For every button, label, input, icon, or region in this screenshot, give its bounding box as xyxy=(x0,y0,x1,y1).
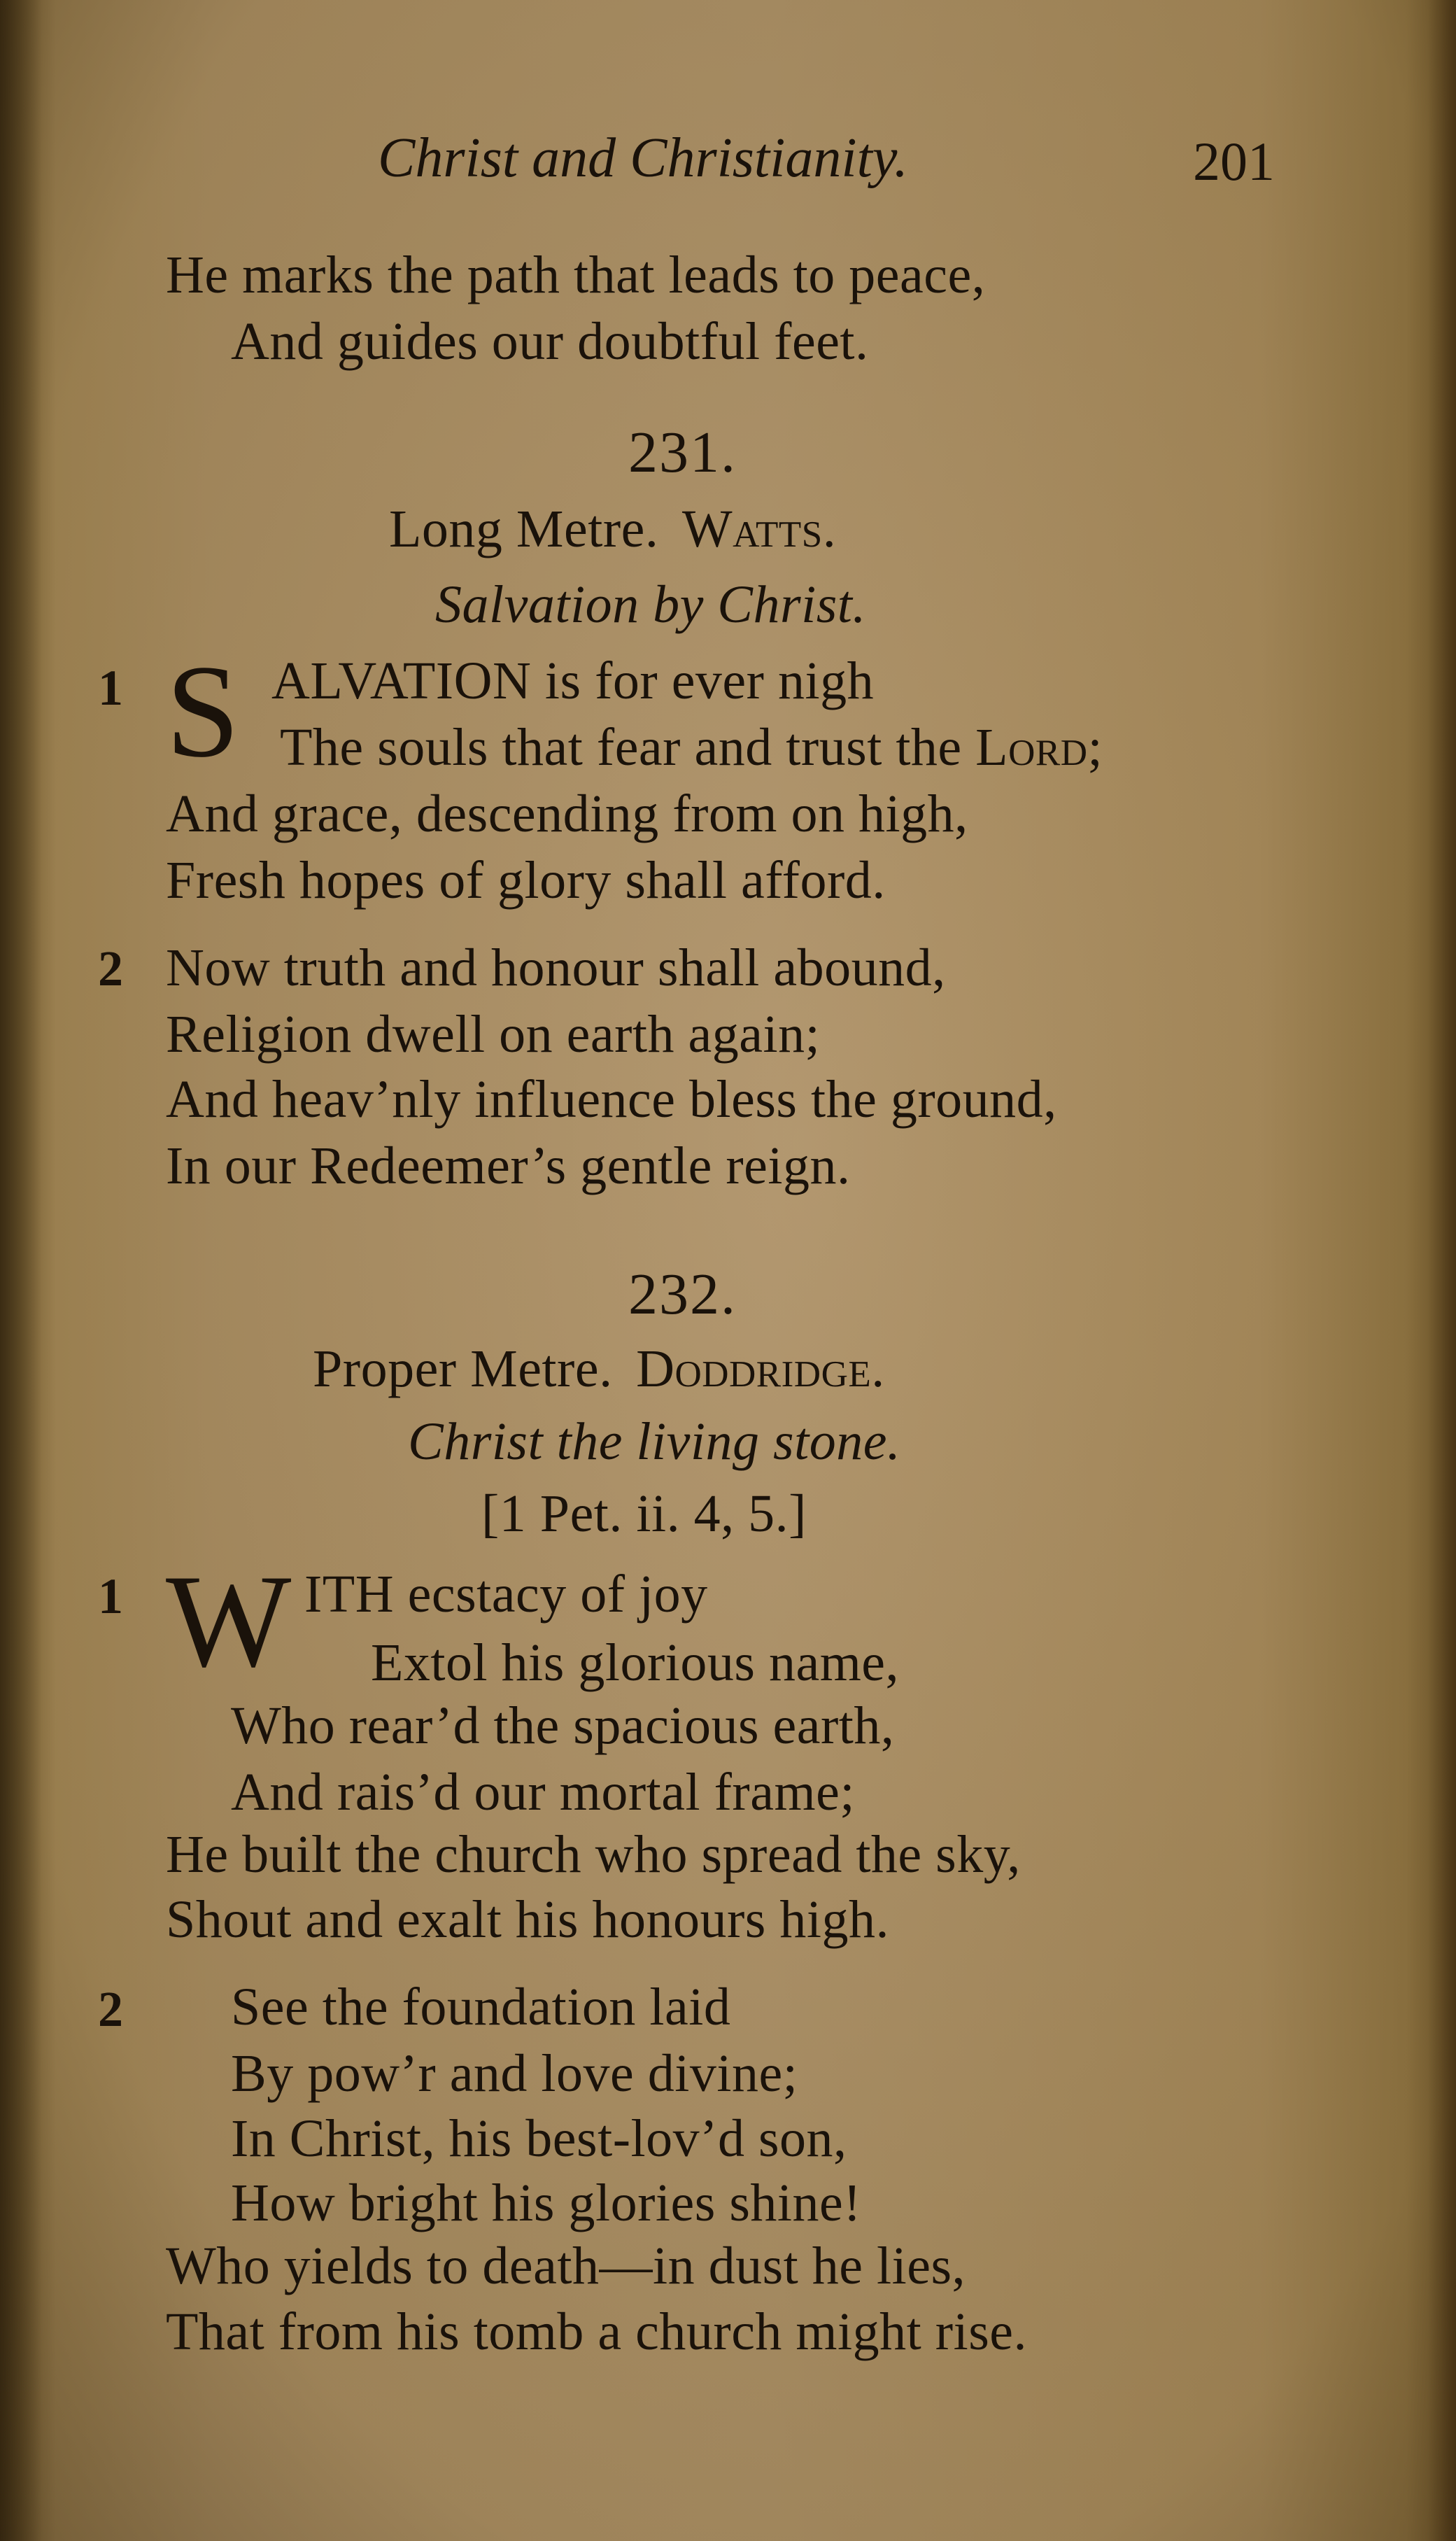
hymn-231-subject: Salvation by Christ. xyxy=(435,575,866,634)
hymn-232-reference: [1 Pet. ii. 4, 5.] xyxy=(481,1484,807,1543)
hymn-232-verse-2-line-3: In Christ, his best-lov’d son, xyxy=(231,2109,847,2168)
hymn-232-verse-2-line-1: See the foundation laid xyxy=(231,1978,731,2036)
hymn-232-verse-2-line-6: That from his tomb a church might rise. xyxy=(166,2302,1028,2361)
running-header-title: Christ and Christianity. xyxy=(378,127,908,189)
hymn-232-verse-1-line-4: And rais’d our mortal frame; xyxy=(231,1763,855,1822)
page-binding-shadow xyxy=(0,0,42,2541)
continuation-line-1: He marks the path that leads to peace, xyxy=(166,246,986,304)
hymn-231-verse-1-line-2 xyxy=(280,718,1103,777)
hymn-231-verse-1-line-3: And grace, descending from on high, xyxy=(166,784,968,843)
page-edge-shadow xyxy=(1428,0,1456,2541)
hymn-231-number: 231. xyxy=(628,420,737,485)
hymn-232-number: 232. xyxy=(628,1262,737,1327)
hymn-232-verse-1-line-1: ITH ecstacy of joy xyxy=(304,1565,708,1624)
hymn-232-verse-2-number: 2 xyxy=(98,1981,123,2037)
page-number: 201 xyxy=(1193,131,1275,192)
hymn-232-author: Doddridge. xyxy=(636,1339,885,1398)
hymn-231-metre-line xyxy=(389,502,836,556)
hymn-232-verse-2-line-4: How bright his glories shine! xyxy=(231,2174,862,2232)
hymn-231-verse-1-line-4: Fresh hopes of glory shall afford. xyxy=(166,851,886,910)
hymn-231-verse-2-line-4: In our Redeemer’s gentle reign. xyxy=(166,1136,851,1195)
hymn-231-verse-1-line-2-text: The souls that fear and trust the xyxy=(280,718,976,777)
hymn-232-verse-2-line-5: Who yields to death—in dust he lies, xyxy=(166,2237,966,2295)
hymn-231-verse-1-number: 1 xyxy=(98,660,123,716)
hymn-232-drop-cap: W xyxy=(166,1548,292,1695)
hymn-231-verse-1-line-1: ALVATION is for ever nigh xyxy=(271,652,875,710)
hymn-231-drop-cap: S xyxy=(166,638,240,785)
hymn-232-metre: Proper Metre. xyxy=(313,1339,613,1398)
hymn-232-verse-1-number: 1 xyxy=(98,1568,123,1624)
hymn-231-verse-2-line-3: And heav’nly influence bless the ground, xyxy=(166,1070,1057,1129)
hymn-231-verse-2-line-2: Religion dwell on earth again; xyxy=(166,1005,821,1064)
hymn-231-author: Watts. xyxy=(681,500,837,558)
hymn-231-metre: Long Metre. xyxy=(389,500,659,558)
continuation-line-2: And guides our doubtful feet. xyxy=(231,312,869,371)
hymn-232-verse-1-line-6: Shout and exalt his honours high. xyxy=(166,1890,890,1949)
hymn-232-verse-1-line-3: Who rear’d the spacious earth, xyxy=(231,1696,895,1755)
hymn-232-verse-1-line-2: Extol his glorious name, xyxy=(371,1633,900,1692)
hymn-232-verse-1-line-5: He built the church who spread the sky, xyxy=(166,1825,1021,1884)
hymn-231-lord: Lord; xyxy=(975,718,1103,777)
hymn-232-subject: Christ the living stone. xyxy=(408,1412,901,1471)
hymn-231-verse-2-number: 2 xyxy=(98,941,123,997)
hymn-232-metre-line xyxy=(313,1339,885,1398)
hymn-231-verse-2-line-1: Now truth and honour shall abound, xyxy=(166,938,946,997)
hymn-232-verse-2-line-2: By pow’r and love divine; xyxy=(231,2044,798,2103)
